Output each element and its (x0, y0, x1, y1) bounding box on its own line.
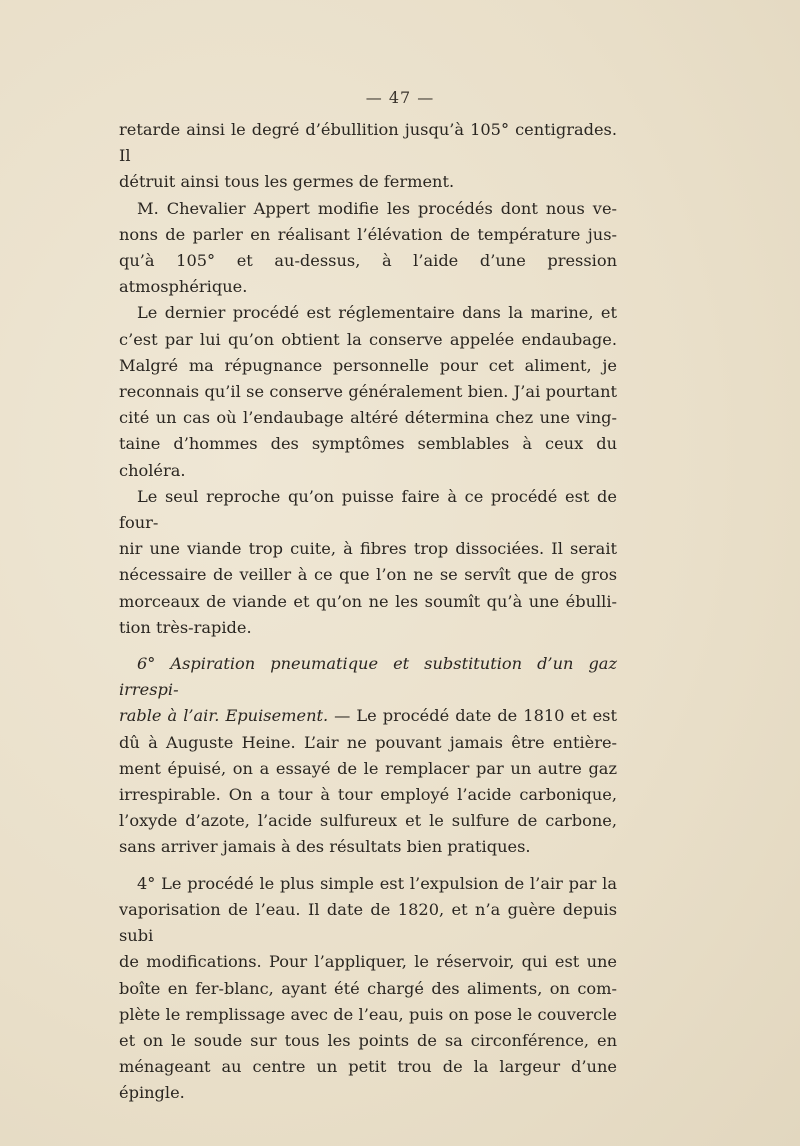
text-line: taine d’hommes des symptômes semblables à ceux du (119, 434, 617, 454)
text-line (119, 703, 617, 729)
text-line: vaporisation de l’eau. Il date de 1820, et n’a guère depuis subi (119, 899, 617, 946)
text-line: retarde ainsi le degré d’ébullition jusqu’à 105° centigrades. Il (119, 120, 617, 166)
text-line: et on le soude sur tous les points de sa circonférence, en (119, 1030, 617, 1050)
paragraph-6 (119, 871, 617, 1107)
text-line: plète le remplissage avec de l’eau, puis on pose le couvercle (119, 1004, 617, 1024)
paragraph-4 (119, 484, 617, 641)
text-line-tail: — Le procédé date de 1810 et est (328, 706, 617, 726)
section-heading-text: 6° Aspiration pneumatique et substitution d’un gaz irrespi- (119, 654, 617, 700)
text-line: sans arriver jamais à des résultats bien pratiques. (119, 837, 531, 857)
paragraph-5 (119, 651, 617, 861)
text-line: Malgré ma répugnance personnelle pour cet aliment, je (119, 355, 617, 375)
text-line: qu’à 105° et au-dessus, à l’aide d’une pression atmosphérique. (119, 251, 617, 297)
body-text (119, 117, 617, 1107)
text-line: de modifications. Pour l’appliquer, le réservoir, qui est une (119, 952, 617, 972)
text-line: cité un cas où l’endaubage altéré détermina chez une ving- (119, 408, 617, 428)
text-line: irrespirable. On a tour à tour employé l’acide carbonique, (119, 785, 617, 805)
paragraph-1 (119, 117, 617, 196)
text-line: M. Chevalier Appert modifie les procédés dont nous ve- (137, 198, 617, 218)
page-number: — 47 — (365, 88, 435, 107)
text-line: Le dernier procédé est réglementaire dans la marine, et (137, 303, 617, 323)
section-heading (119, 651, 617, 703)
text-line: tion très-rapide. (119, 617, 252, 637)
text-line: morceaux de viande et qu’on ne les soumît qu’à une ébulli- (119, 591, 617, 611)
text-line: l’oxyde d’azote, l’acide sulfureux et le sulfure de carbone, (119, 811, 617, 831)
text-line: nir une viande trop cuite, à fibres trop dissociées. Il serait (119, 539, 617, 559)
text-line: c’est par lui qu’on obtient la conserve appelée endaubage. (119, 329, 617, 349)
paragraph-2 (119, 196, 617, 301)
text-line: Le seul reproche qu’on puisse faire à ce procédé est de four- (119, 486, 617, 533)
text-line: dû à Auguste Heine. L’air ne pouvant jamais être entière- (119, 732, 617, 752)
text-line: nécessaire de veiller à ce que l’on ne se servît que de gros (119, 565, 617, 585)
paragraph-3 (119, 300, 617, 483)
text-line: détruit ainsi tous les germes de ferment. (119, 172, 455, 192)
text-line: nons de parler en réalisant l’élévation de température jus- (119, 224, 617, 244)
text-line: choléra. (119, 460, 186, 480)
text-line: 4° Le procédé le plus simple est l’expulsion de l’air par la (137, 873, 617, 893)
text-line: reconnais qu’il se conserve généralement bien. J’ai pourtant (119, 382, 617, 402)
section-heading-cont: rable à l’air. Epuisement. (119, 706, 329, 726)
text-line: ment épuisé, on a essayé de le remplacer par un autre gaz (119, 758, 617, 778)
text-line: boîte en fer-blanc, ayant été chargé des aliments, on com- (119, 978, 617, 998)
text-line: ménageant au centre un petit trou de la largeur d’une épingle. (119, 1057, 617, 1103)
